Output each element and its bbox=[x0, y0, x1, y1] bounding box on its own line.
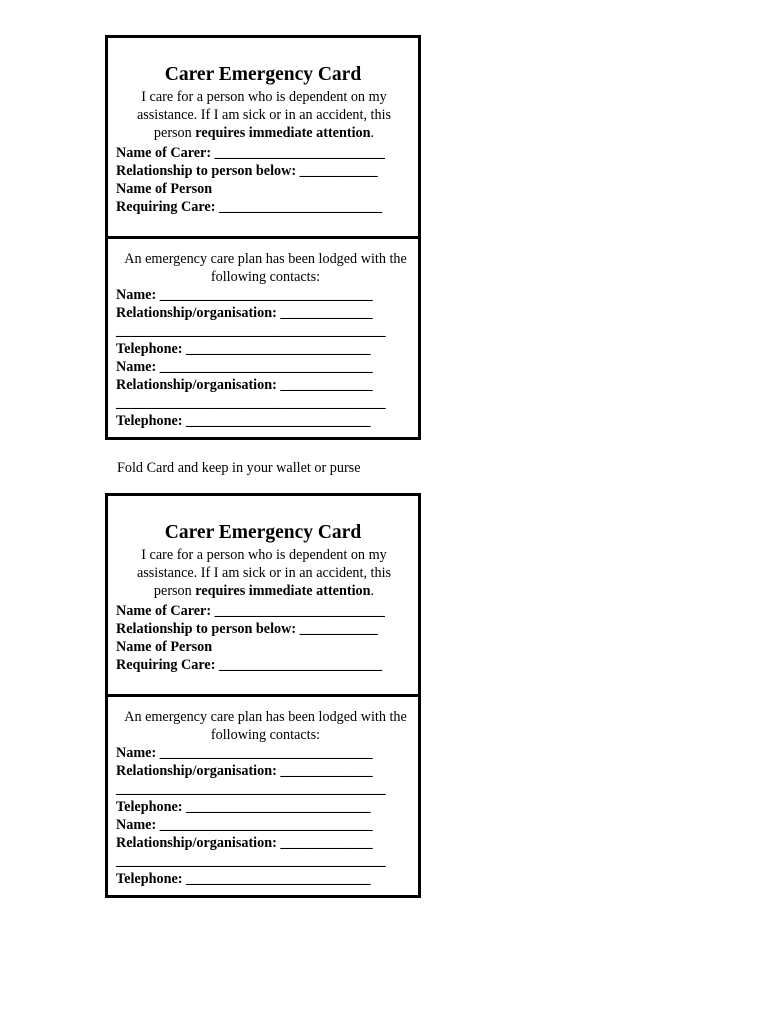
requiring-care-field[interactable]: Requiring Care: _______________________ bbox=[116, 657, 383, 673]
carer-name-field[interactable]: Name of Carer: ________________________ bbox=[116, 603, 385, 619]
card-intro bbox=[118, 88, 410, 142]
contact-1-name-field[interactable]: Name: ______________________________ bbox=[116, 745, 373, 761]
card-contacts-section bbox=[108, 239, 418, 437]
person-name-label: Name of Person bbox=[116, 181, 213, 197]
care-plan-text: An emergency care plan has been lodged with the following contacts: bbox=[124, 709, 407, 743]
card-contacts-section bbox=[108, 697, 418, 895]
fold-instruction: Fold Card and keep in your wallet or purse bbox=[117, 460, 361, 476]
card-title: Carer Emergency Card bbox=[164, 64, 362, 85]
contact-1-telephone-field[interactable]: Telephone: __________________________ bbox=[116, 799, 371, 815]
intro-text: I care for a person who is dependent on my assistance. If I am sick or in an accident, this person bbox=[136, 89, 392, 141]
care-plan-text: An emergency care plan has been lodged with the following contacts: bbox=[124, 251, 407, 285]
relationship-field[interactable]: Relationship to person below: ___________ bbox=[116, 621, 378, 637]
contact-2-extra-line[interactable]: ______________________________________ bbox=[116, 853, 386, 869]
contact-2-name-field[interactable]: Name: ______________________________ bbox=[116, 359, 373, 375]
intro-emphasis: requires immediate attention bbox=[195, 125, 371, 141]
contact-1-extra-line[interactable]: ______________________________________ bbox=[116, 781, 386, 797]
contact-2-extra-line[interactable]: ______________________________________ bbox=[116, 395, 386, 411]
contact-2-relationship-field[interactable]: Relationship/organisation: _____________ bbox=[116, 835, 373, 851]
card-front-section bbox=[108, 496, 418, 697]
contact-2-name-field[interactable]: Name: ______________________________ bbox=[116, 817, 373, 833]
contact-1-relationship-field[interactable]: Relationship/organisation: _____________ bbox=[116, 305, 373, 321]
intro-text: I care for a person who is dependent on my assistance. If I am sick or in an accident, this person bbox=[136, 547, 392, 599]
contact-1-extra-line[interactable]: ______________________________________ bbox=[116, 323, 386, 339]
carer-name-field[interactable]: Name of Carer: ________________________ bbox=[116, 145, 385, 161]
relationship-field[interactable]: Relationship to person below: ___________ bbox=[116, 163, 378, 179]
contact-1-name-field[interactable]: Name: ______________________________ bbox=[116, 287, 373, 303]
intro-end: . bbox=[370, 583, 375, 599]
contact-1-telephone-field[interactable]: Telephone: __________________________ bbox=[116, 341, 371, 357]
card-title: Carer Emergency Card bbox=[164, 522, 362, 543]
intro-emphasis: requires immediate attention bbox=[195, 583, 371, 599]
contact-1-relationship-field[interactable]: Relationship/organisation: _____________ bbox=[116, 763, 373, 779]
card-intro bbox=[118, 546, 410, 600]
contact-2-telephone-field[interactable]: Telephone: __________________________ bbox=[116, 413, 371, 429]
contact-2-relationship-field[interactable]: Relationship/organisation: _____________ bbox=[116, 377, 373, 393]
contact-2-telephone-field[interactable]: Telephone: __________________________ bbox=[116, 871, 371, 887]
emergency-card-2 bbox=[105, 493, 421, 898]
card-front-section bbox=[108, 38, 418, 239]
person-name-label: Name of Person bbox=[116, 639, 213, 655]
requiring-care-field[interactable]: Requiring Care: _______________________ bbox=[116, 199, 383, 215]
emergency-card-1 bbox=[105, 35, 421, 440]
intro-end: . bbox=[370, 125, 375, 141]
